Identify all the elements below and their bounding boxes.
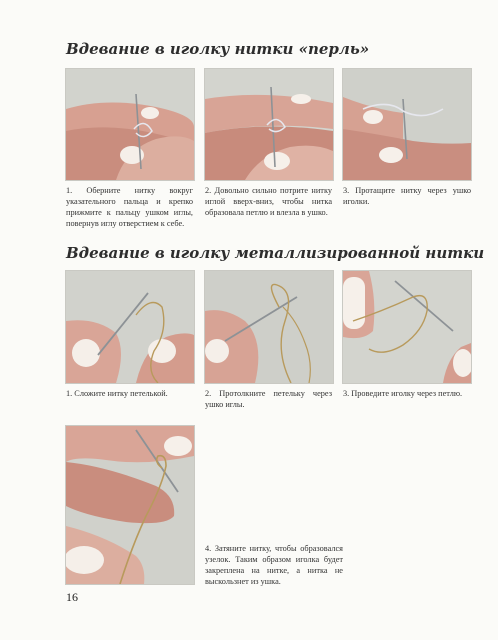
caption-step-3-metallic: 3. Проведите иголку через петлю. xyxy=(343,389,463,398)
caption-step-2-pearl: 2. Довольно сильно потрите нитку иглой вверх-вниз, чтобы нитка образовала петлю и влезла в ушко. xyxy=(205,186,332,217)
caption-step-3-pearl: 3. Протащите нитку через ушко иголки. xyxy=(343,186,471,206)
photo-step-2-metallic xyxy=(204,270,334,384)
caption-step-2-metallic: 2. Протолкните петельку через ушко иглы. xyxy=(205,389,332,409)
page-number: 16 xyxy=(66,590,78,604)
hands-photo-illustration xyxy=(66,271,194,383)
photo-step-4-metallic xyxy=(65,425,195,585)
photo-step-2-pearl xyxy=(204,68,334,181)
caption-step-1-metallic: 1. Сложите нитку петелькой. xyxy=(66,389,168,398)
hands-photo-illustration xyxy=(205,271,333,383)
caption-step-1-pearl: 1. Оберните нитку вокруг указательного пальца и крепко прижмите к пальцу ушком иглы, повернув иглу отверстием к себе. xyxy=(66,186,193,228)
caption-step-4-metallic: 4. Затяните нитку, чтобы образовался узелок. Таким образом иголка будет закреплена на нитке, а нитка не выскользнет из ушка. xyxy=(205,544,343,586)
section-title-metallic-thread: Вдевание в иголку металлизированной нитки xyxy=(66,244,485,262)
photo-step-3-pearl xyxy=(342,68,472,181)
hands-photo-illustration xyxy=(343,271,471,383)
hands-photo-illustration xyxy=(66,69,194,180)
photo-step-1-metallic xyxy=(65,270,195,384)
hands-photo-illustration xyxy=(205,69,333,180)
section-title-pearl-thread: Вдевание в иголку нитки «перль» xyxy=(66,40,370,58)
photo-step-3-metallic xyxy=(342,270,472,384)
hands-photo-illustration xyxy=(343,69,471,180)
photo-step-1-pearl xyxy=(65,68,195,181)
hands-photo-illustration xyxy=(66,426,194,584)
